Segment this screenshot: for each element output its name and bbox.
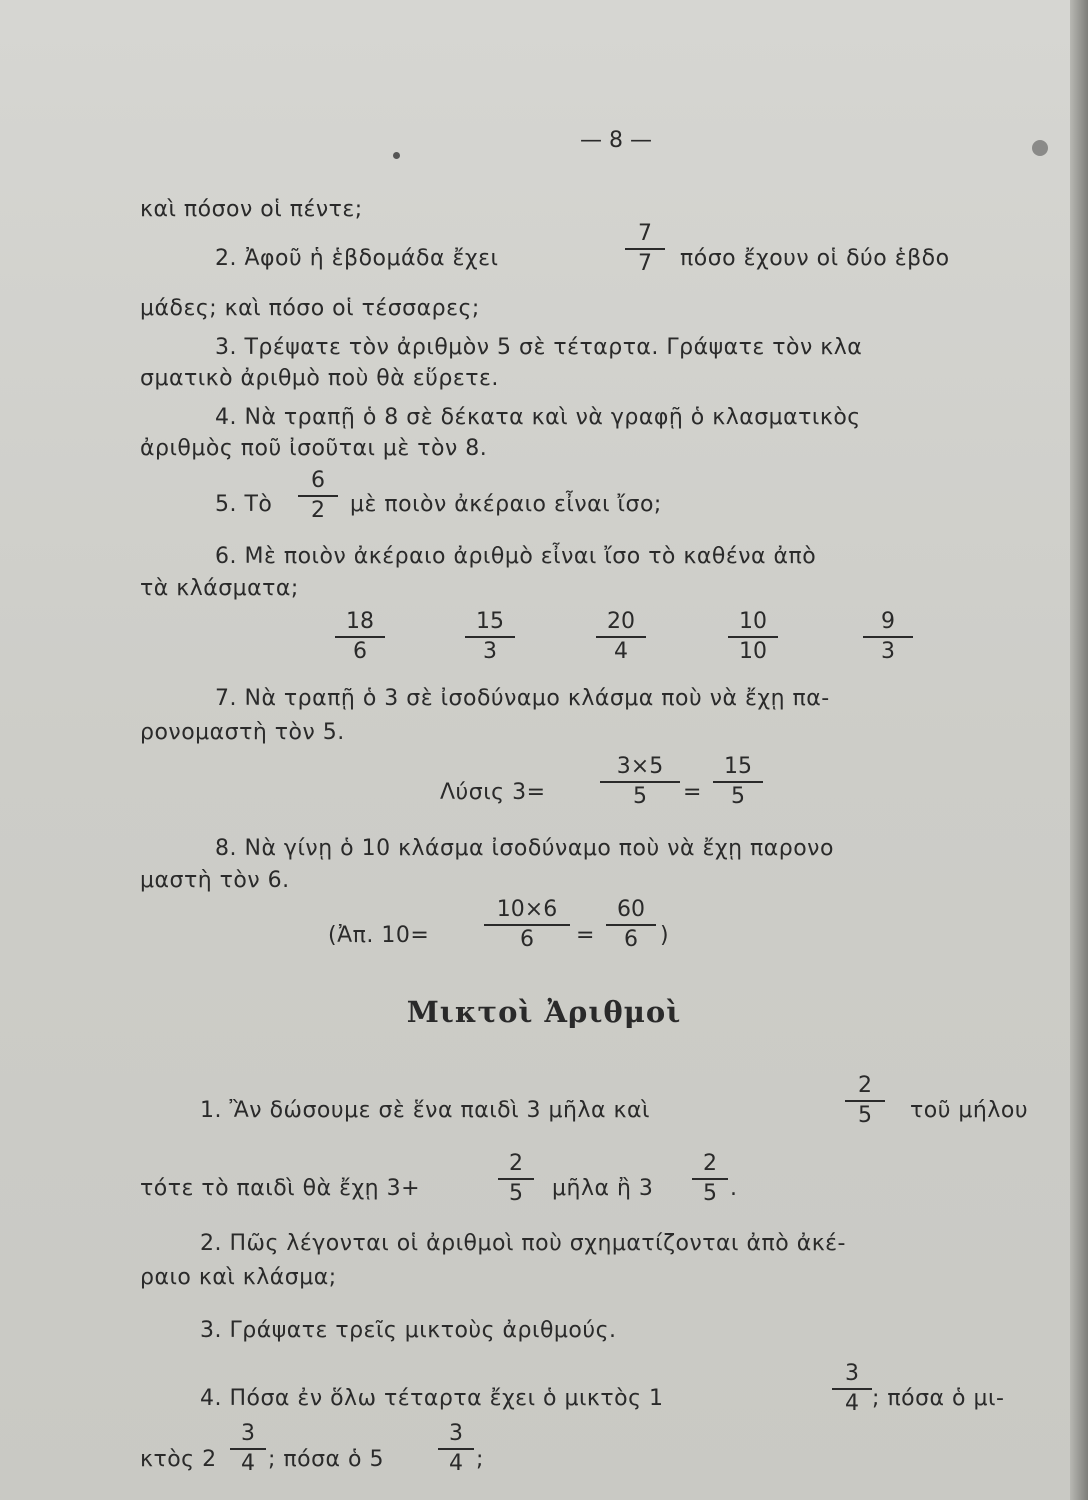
fraction <box>230 1422 266 1476</box>
text-line: καὶ πόσον οἱ πέντε; <box>140 197 363 222</box>
denominator: 5 <box>633 784 647 809</box>
denominator: 4 <box>614 639 628 664</box>
text-line: 5. Τὸ <box>215 492 273 517</box>
text-line: 4. Νὰ τραπῇ ὁ 8 σὲ δέκατα καὶ νὰ γραφῇ ὁ κλασματικὸς <box>215 405 861 430</box>
fraction <box>832 1362 872 1416</box>
denominator: 3 <box>881 639 895 664</box>
fraction <box>335 610 385 664</box>
denominator: 5 <box>731 784 745 809</box>
numerator: 2 <box>509 1151 523 1176</box>
denominator: 6 <box>624 927 638 952</box>
numerator: 3 <box>449 1421 463 1446</box>
numerator: 9 <box>881 609 895 634</box>
ink-speck <box>1032 140 1048 156</box>
fraction <box>863 610 913 664</box>
denominator: 4 <box>241 1451 255 1476</box>
section-heading: Μικτοὶ Ἀριθμοὶ <box>406 995 682 1029</box>
denominator: 5 <box>509 1181 523 1206</box>
fraction <box>596 610 646 664</box>
text-line: Λύσις 3= <box>440 780 546 805</box>
numerator: 2 <box>703 1151 717 1176</box>
fraction <box>484 898 570 952</box>
numerator: 15 <box>724 754 752 779</box>
denominator: 4 <box>845 1391 859 1416</box>
fraction <box>713 755 763 809</box>
text-line: 3. Τρέψατε τὸν ἀριθμὸν 5 σὲ τέταρτα. Γράψατε τὸν κλα <box>215 335 863 360</box>
numerator: 10 <box>739 609 767 634</box>
text-line: τοῦ μήλου <box>910 1098 1029 1123</box>
fraction <box>438 1422 474 1476</box>
text-line: 1. Ἂν δώσουμε σὲ ἕνα παιδὶ 3 μῆλα καὶ <box>200 1098 650 1123</box>
fraction <box>465 610 515 664</box>
text-line: τὰ κλάσματα; <box>140 576 299 601</box>
text-line: ἀριθμὸς ποῦ ἰσοῦται μὲ τὸν 8. <box>140 436 488 461</box>
text-line: ) <box>660 923 670 948</box>
numerator: 3 <box>845 1361 859 1386</box>
fraction <box>606 898 656 952</box>
fraction <box>625 222 665 276</box>
fraction <box>600 755 680 809</box>
denominator: 10 <box>739 639 767 664</box>
text-line: ; πόσα ὁ μι- <box>872 1386 1005 1411</box>
denominator: 5 <box>858 1103 872 1128</box>
text-line: πόσο ἔχουν οἱ δύο ἑβδο <box>680 246 950 271</box>
text-line: μαστὴ τὸν 6. <box>140 868 290 893</box>
numerator: 2 <box>858 1073 872 1098</box>
text-line: μὲ ποιὸν ἀκέραιο εἶναι ἴσο; <box>350 492 662 517</box>
text-line: 2. Ἀφοῦ ἡ ἑβδομάδα ἔχει <box>215 246 499 271</box>
text-line: 3. Γράψατε τρεῖς μικτοὺς ἀριθμούς. <box>200 1318 617 1343</box>
fraction <box>298 469 338 523</box>
numerator: 60 <box>617 897 645 922</box>
text-line: ; πόσα ὁ 5 <box>268 1447 384 1472</box>
text-line: τότε τὸ παιδὶ θὰ ἔχῃ 3+ <box>140 1176 421 1201</box>
text-line: ραιο καὶ κλάσμα; <box>140 1265 337 1290</box>
text-line: κτὸς 2 <box>140 1447 217 1472</box>
text-line: μῆλα ἢ 3 <box>552 1176 654 1201</box>
fraction <box>498 1152 534 1206</box>
numerator: 3×5 <box>616 754 664 779</box>
denominator: 6 <box>520 927 534 952</box>
denominator: 7 <box>638 251 652 276</box>
text-line: ρονομαστὴ τὸν 5. <box>140 720 345 745</box>
text-line: σματικὸ ἀριθμὸ ποὺ θὰ εὕρετε. <box>140 366 499 391</box>
ink-speck <box>393 152 400 159</box>
denominator: 3 <box>483 639 497 664</box>
numerator: 20 <box>607 609 635 634</box>
numerator: 6 <box>311 468 325 493</box>
fraction <box>728 610 778 664</box>
denominator: 4 <box>449 1451 463 1476</box>
text-line: 2. Πῶς λέγονται οἱ ἀριθμοὶ ποὺ σχηματίζονται ἀπὸ ἀκέ- <box>200 1231 846 1256</box>
text-line: . <box>730 1176 738 1201</box>
denominator: 2 <box>311 498 325 523</box>
text-line: = <box>576 923 595 948</box>
denominator: 6 <box>353 639 367 664</box>
text-line: 8. Νὰ γίνῃ ὁ 10 κλάσμα ἰσοδύναμο ποὺ νὰ ἔχῃ παρονο <box>215 836 834 861</box>
numerator: 18 <box>346 609 374 634</box>
text-line: 6. Μὲ ποιὸν ἀκέραιο ἀριθμὸ εἶναι ἴσο τὸ καθένα ἀπὸ <box>215 544 817 569</box>
text-line: (Ἀπ. 10= <box>328 923 430 948</box>
text-line: ; <box>476 1447 484 1472</box>
fraction <box>692 1152 728 1206</box>
page-edge <box>1070 0 1088 1500</box>
text-line: μάδες; καὶ πόσο οἱ τέσσαρες; <box>140 296 480 321</box>
text-line: 7. Νὰ τραπῇ ὁ 3 σὲ ἰσοδύναμο κλάσμα ποὺ νὰ ἔχῃ πα- <box>215 686 830 711</box>
numerator: 10×6 <box>496 897 558 922</box>
denominator: 5 <box>703 1181 717 1206</box>
text-line: 4. Πόσα ἐν ὅλω τέταρτα ἔχει ὁ μικτὸς 1 <box>200 1386 664 1411</box>
text-line: = <box>683 780 702 805</box>
page-number: — 8 — <box>580 128 652 153</box>
fraction <box>845 1074 885 1128</box>
numerator: 3 <box>241 1421 255 1446</box>
numerator: 7 <box>638 221 652 246</box>
numerator: 15 <box>476 609 504 634</box>
